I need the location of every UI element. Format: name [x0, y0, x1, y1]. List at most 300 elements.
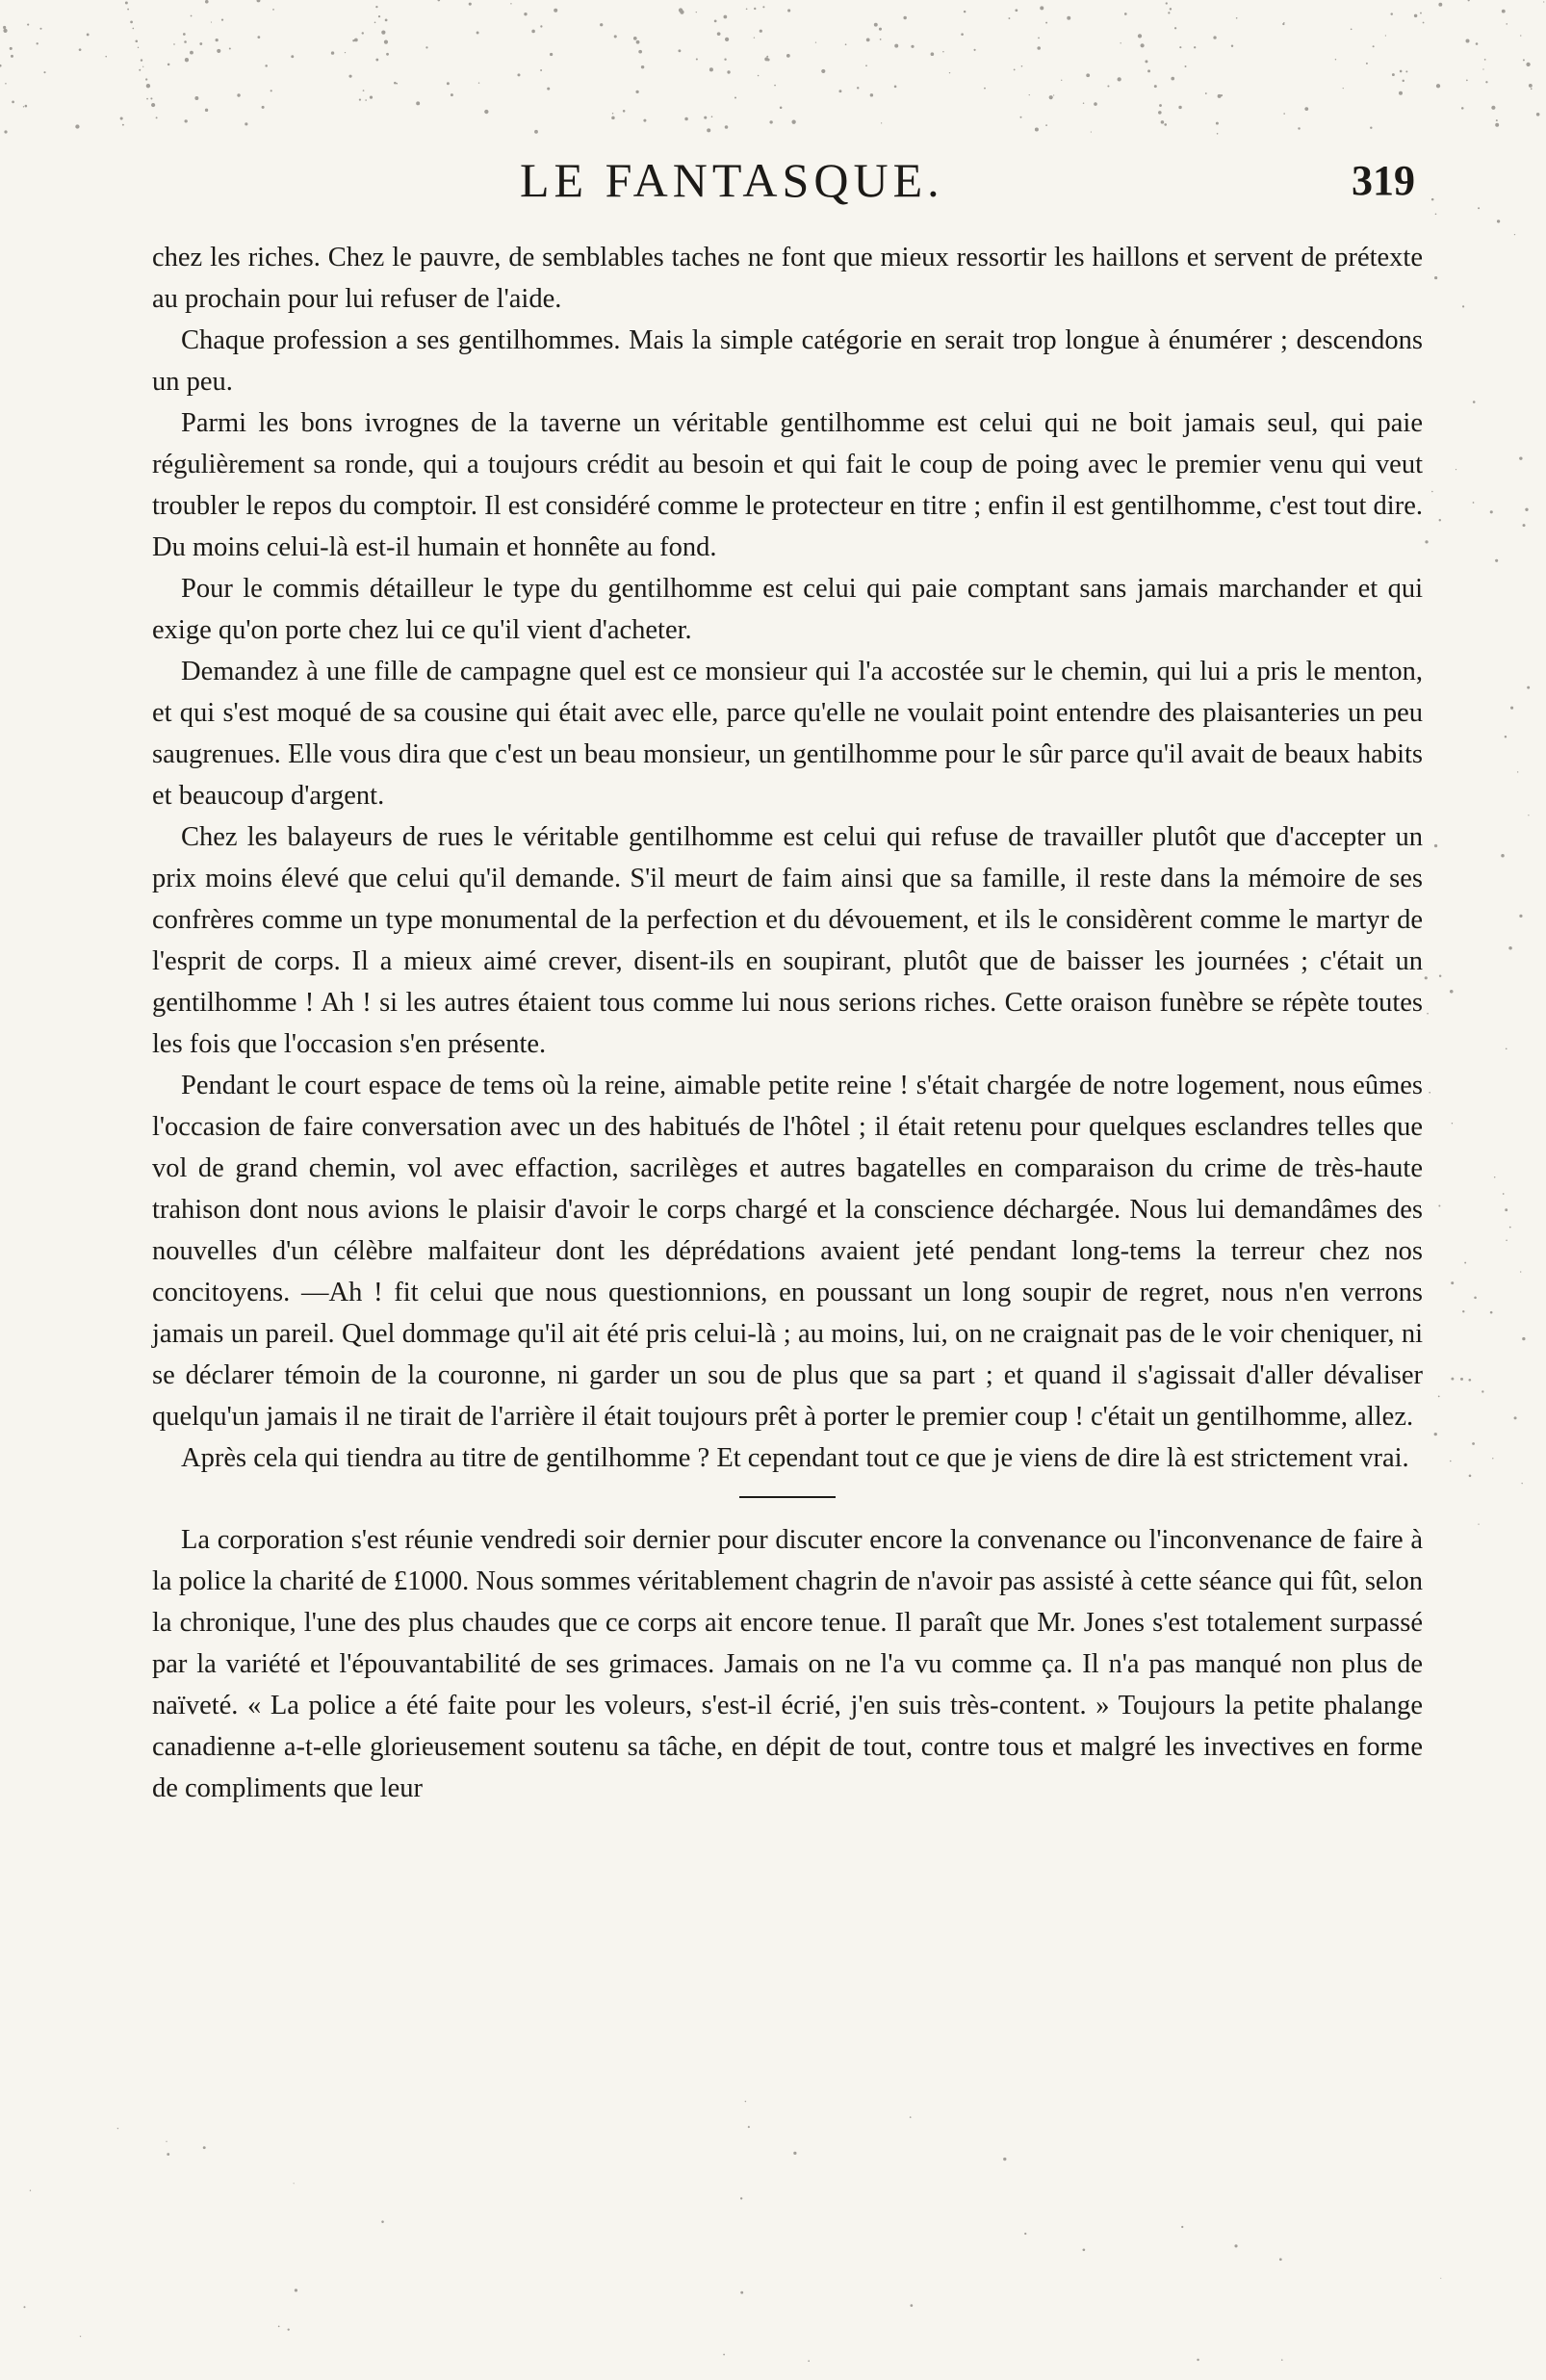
scan-speck	[1429, 1092, 1430, 1094]
scan-speck	[447, 82, 450, 85]
scan-speck	[1282, 23, 1284, 25]
scan-speck	[787, 9, 790, 12]
scan-speck	[1035, 128, 1039, 132]
scan-speck	[211, 21, 212, 22]
scan-speck	[748, 2126, 750, 2128]
scan-speck	[1053, 94, 1054, 95]
scan-speck	[633, 37, 637, 40]
scan-speck	[265, 65, 268, 67]
scan-speck	[1484, 59, 1486, 61]
paragraph: La corporation s'est réunie vendredi soir dernier pour discuter encore la convenance ou l'inconvenance de faire à la police la charité de £1000. Nous sommes véritablement chagrin de n'avoir pas assisté à cette séance qui fût, selon la chronique, l'une des plus chaudes que ce corps ait encore tenue. Il paraît que Mr. Jones s'est totalement surpassé par la variété et l'épouvantabilité de ses grimaces. Jamais on ne l'a vu comme ça. Il n'a pas manqué non plus de naïveté. « La police a été faite pour les voleurs, s'est-il écrié, j'en suis très-content. » Toujours la petite phalange canadienne a-t-elle glorieusement soutenu sa tâche, en dépit de tout, contre tous et malgré les invectives en forme de compliments que leur	[152, 1525, 1423, 1803]
scan-speck	[1452, 1123, 1453, 1124]
scan-speck	[517, 73, 520, 76]
scan-speck	[707, 128, 710, 132]
scan-speck	[151, 103, 155, 107]
scan-speck	[808, 2360, 810, 2362]
scan-speck	[23, 106, 24, 107]
scan-speck	[1281, 2359, 1283, 2361]
scan-speck	[1503, 1193, 1505, 1195]
scan-speck	[1164, 123, 1167, 126]
scan-speck	[1037, 46, 1041, 50]
scan-speck	[1536, 113, 1540, 116]
scan-speck	[132, 28, 134, 30]
scan-speck	[1501, 854, 1504, 857]
scan-speck	[1020, 116, 1022, 118]
scan-speck	[3, 29, 7, 33]
scan-speck	[1495, 123, 1499, 127]
scan-speck	[534, 130, 538, 134]
scan-speck	[531, 30, 535, 34]
scan-speck	[865, 65, 867, 66]
scan-speck	[949, 72, 950, 73]
scan-speck	[30, 2190, 31, 2191]
scan-speck	[1508, 946, 1512, 950]
scan-speck	[1438, 1395, 1440, 1397]
scan-speck	[1217, 133, 1219, 135]
scan-speck	[1468, 1379, 1471, 1382]
scan-speck	[1502, 10, 1506, 13]
scan-speck	[1468, 0, 1470, 1]
scan-speck	[1485, 81, 1487, 83]
scan-speck	[746, 9, 748, 11]
scan-speck	[1231, 45, 1233, 47]
scan-speck	[271, 90, 272, 91]
scan-speck	[1168, 12, 1170, 13]
scan-speck	[484, 110, 488, 114]
scan-speck	[1427, 1013, 1429, 1015]
scan-speck	[167, 2153, 169, 2156]
scan-speck	[1335, 59, 1336, 60]
scan-speck	[1435, 213, 1437, 215]
scan-speck	[1434, 844, 1437, 847]
scan-speck	[190, 51, 193, 55]
scan-speck	[1138, 34, 1142, 38]
paragraph: Pendant le court espace de tems où la reine, aimable petite reine ! s'était chargée de notre logement, nous eûmes l'occasion de faire conversation avec un des habitués de l'hôtel ; il était retenu pour quelques esclandres telles que vol de grand chemin, vol avec effaction, sacrilèges et autres bagatelles en comparaison du crime de très-haute trahison dont nous avions le plaisir d'avoir le corps chargé et la conscience déchargée. Nous lui demandâmes des nouvelles d'un célèbre malfaiteur dont les déprédations avaient jeté pendant long-tems la terreur chez nos concitoyens. —Ah ! fit celui que nous questionnions, en poussant un long soupir de regret, nous n'en verrons jamais un pareil. Quel dommage qu'il ait été pris celui-là ; au moins, lui, on ne craignait pas de le voir cheniquer, ni se déclarer témoin de la couronne, ni garder un sou de plus que sa part ; et quand il s'agissait d'aller dévaliser quelqu'un jamais il ne tirait de l'arrière il était toujours prêt à porter le premier coup ! c'était un gentilhomme, allez.	[152, 1071, 1423, 1432]
scan-speck	[1505, 1208, 1507, 1211]
scan-speck	[1420, 13, 1422, 14]
scan-speck	[1425, 976, 1428, 979]
scan-speck	[1049, 95, 1053, 99]
scan-speck	[725, 125, 729, 129]
paragraph: Demandez à une fille de campagne quel est ce monsieur qui l'a accostée sur le chemin, qui lui a pris le menton, et qui s'est moqué de sa cousine qui était avec elle, parce qu'elle ne voulait point entendre des plaisanteries un peu saugrenues. Elle vous dira que c'est un beau monsieur, un gentilhomme pour le sûr parce qu'il avait de beaux habits et beaucoup d'argent.	[152, 657, 1423, 811]
section-divider	[739, 1496, 836, 1498]
scan-speck	[416, 101, 420, 105]
scan-speck	[611, 116, 615, 120]
scan-speck	[984, 88, 986, 90]
scan-speck	[623, 110, 626, 113]
scan-speck	[185, 58, 189, 62]
scan-speck	[734, 96, 736, 98]
scan-speck	[711, 116, 713, 117]
scan-speck	[1482, 68, 1483, 69]
scan-speck	[696, 12, 697, 13]
scan-speck	[1283, 113, 1285, 115]
scan-speck	[451, 93, 453, 96]
scan-speck	[704, 116, 707, 119]
scan-speck	[1236, 17, 1238, 19]
scan-speck	[1460, 1378, 1463, 1381]
scan-speck	[696, 58, 698, 60]
scan-speck	[1525, 508, 1528, 511]
scan-speck	[146, 98, 148, 100]
scan-speck	[4, 130, 7, 133]
scan-speck	[385, 18, 388, 21]
scan-speck	[145, 78, 147, 80]
scan-speck	[39, 28, 41, 30]
scan-speck	[359, 99, 361, 101]
scan-speck	[1469, 1474, 1472, 1477]
paragraph: Pour le commis détailleur le type du gentilhomme est celui qui paie comptant sans jamais marchander et qui exige qu'on porte chez lui ce qu'il vient d'acheter.	[152, 574, 1423, 645]
scan-speck	[1158, 111, 1162, 115]
scan-speck	[540, 25, 542, 27]
scan-speck	[931, 52, 935, 56]
scan-speck	[1522, 1337, 1525, 1340]
scan-speck	[1014, 69, 1016, 71]
scan-speck	[1514, 234, 1515, 235]
scan-speck	[524, 13, 527, 15]
scan-speck	[1399, 91, 1403, 95]
scan-speck	[394, 82, 397, 85]
scan-speck	[1434, 1433, 1437, 1436]
scan-speck	[1466, 80, 1468, 82]
scan-speck	[1086, 73, 1090, 77]
scan-speck	[1543, 1, 1544, 2]
scan-speck	[183, 33, 186, 36]
scan-speck	[354, 39, 358, 42]
scan-speck	[1403, 80, 1404, 82]
scan-speck	[1171, 77, 1174, 81]
scan-speck	[1024, 2233, 1026, 2235]
scan-speck	[760, 30, 762, 33]
scan-speck	[1179, 46, 1181, 48]
scan-speck	[1462, 305, 1464, 307]
scan-speck	[723, 2354, 725, 2356]
scan-speck	[1021, 65, 1022, 66]
scan-speck	[1185, 65, 1187, 67]
scan-speck	[1015, 9, 1018, 12]
scan-speck	[12, 101, 14, 104]
scan-speck	[1390, 13, 1392, 14]
scan-speck	[1472, 1442, 1475, 1445]
scan-speck	[1462, 1310, 1464, 1312]
scan-speck	[87, 34, 90, 37]
scan-speck	[1083, 102, 1084, 103]
scan-speck	[1520, 1271, 1521, 1272]
scan-speck	[291, 55, 294, 58]
scan-speck	[370, 96, 373, 99]
scan-speck	[881, 122, 882, 123]
scan-speck	[1461, 107, 1464, 110]
scan-speck	[216, 39, 219, 41]
scan-speck	[79, 48, 82, 51]
scan-speck	[641, 65, 644, 68]
journal-title: LE FANTASQUE.	[520, 153, 944, 207]
scan-speck	[1003, 2158, 1006, 2160]
scan-speck	[815, 41, 816, 42]
scan-speck	[194, 96, 198, 100]
scan-speck	[723, 15, 727, 19]
scan-speck	[1473, 401, 1476, 403]
scan-speck	[1519, 456, 1522, 459]
scan-speck	[1170, 8, 1172, 10]
scan-speck	[1141, 43, 1145, 47]
scan-speck	[643, 119, 646, 122]
scan-speck	[1495, 559, 1498, 562]
scan-speck	[1083, 2248, 1086, 2251]
scan-speck	[127, 9, 129, 11]
scan-speck	[1304, 107, 1308, 111]
second-article	[152, 1519, 1423, 1809]
scan-speck	[961, 33, 964, 36]
scan-speck	[964, 11, 966, 13]
scan-speck	[1506, 23, 1507, 25]
scan-speck	[130, 20, 133, 23]
page-number: 319	[1352, 157, 1415, 204]
scan-speck	[1517, 771, 1518, 772]
scan-speck	[477, 32, 479, 35]
scan-speck	[1166, 2, 1168, 4]
scan-speck	[769, 120, 772, 123]
scan-speck	[636, 40, 640, 44]
scan-speck	[766, 56, 768, 58]
scan-speck	[363, 90, 365, 91]
scan-speck	[262, 106, 265, 109]
scan-speck	[1505, 736, 1507, 737]
scan-speck	[1216, 122, 1219, 125]
scan-speck	[1400, 70, 1403, 73]
scan-speck	[1094, 102, 1097, 106]
scan-speck	[1438, 3, 1442, 7]
scan-speck	[1438, 1204, 1440, 1206]
scan-speck	[1531, 88, 1533, 90]
scan-speck	[1520, 35, 1521, 36]
scan-speck	[1529, 84, 1533, 88]
scan-speck	[386, 53, 389, 56]
paragraph: chez les riches. Chez le pauvre, de semblables taches ne font que mieux ressortir les haillons et servent de prétexte au prochain pour lui refuser de l'aide.	[152, 243, 1423, 314]
scan-speck	[27, 24, 29, 26]
scan-speck	[1038, 37, 1040, 39]
scan-speck	[1451, 1378, 1454, 1381]
scan-speck	[278, 2326, 280, 2328]
scan-speck	[754, 8, 756, 10]
scan-speck	[396, 83, 398, 85]
scan-speck	[362, 32, 364, 34]
scan-speck	[838, 90, 841, 92]
scan-speck	[37, 42, 39, 44]
scan-speck	[135, 39, 138, 42]
scan-speck	[125, 1, 128, 4]
scan-speck	[205, 109, 208, 112]
scan-speck	[1107, 85, 1109, 87]
scan-speck	[774, 85, 776, 87]
scan-speck	[680, 10, 683, 13]
scan-speck	[375, 6, 377, 8]
scan-speck	[1464, 1262, 1466, 1264]
scan-speck	[272, 9, 274, 11]
scan-speck	[1478, 1523, 1479, 1524]
scan-speck	[1482, 1390, 1483, 1392]
scan-speck	[786, 54, 790, 58]
scan-speck	[1061, 80, 1062, 81]
scan-speck	[375, 59, 378, 62]
scan-speck	[3, 26, 6, 29]
scan-speck	[142, 66, 143, 67]
scan-speck	[0, 65, 2, 67]
scan-speck	[910, 2304, 913, 2307]
scan-speck	[745, 2101, 746, 2102]
scan-speck	[1145, 60, 1147, 63]
scan-speck	[1234, 2244, 1237, 2247]
scan-speck	[1439, 519, 1441, 521]
scan-speck	[1491, 106, 1495, 110]
scan-speck	[1029, 94, 1030, 95]
scan-speck	[678, 49, 681, 52]
scan-speck	[1514, 1416, 1517, 1419]
scan-speck	[1519, 915, 1522, 918]
scan-speck	[156, 116, 158, 118]
scan-speck	[1392, 73, 1395, 76]
scan-speck	[1283, 22, 1284, 23]
scan-speck	[122, 124, 124, 126]
scan-speck	[1174, 27, 1176, 29]
scan-speck	[635, 91, 638, 93]
scan-speck	[600, 23, 603, 26]
paragraph: Chez les balayeurs de rues le véritable gentilhomme est celui qui refuse de travailler plutôt que d'accepter un prix moins élevé que celui qu'il demande. S'il meurt de faim ainsi que sa famille, il reste dans la mémoire de ses confrères comme un type monumental de la perfection et du dévouement, et ils le considèrent comme le martyr de l'esprit de corps. Il a mieux aimé crever, disent-ils en soupirant, plutôt que de baisser les journées ; c'était un gentilhomme ! Ah ! si les autres étaient tous comme lui nous serions riches. Cette oraison funèbre se répète toutes les fois que l'occasion s'en présente.	[152, 822, 1423, 1059]
scan-speck	[43, 71, 45, 73]
scan-speck	[1440, 2278, 1441, 2279]
scan-speck	[1523, 59, 1525, 61]
scan-speck	[1178, 106, 1181, 109]
scan-speck	[294, 2183, 295, 2184]
scan-speck	[229, 47, 231, 49]
scan-speck	[1040, 6, 1044, 10]
scan-speck	[857, 87, 859, 89]
scan-speck	[709, 67, 713, 71]
scan-speck	[1523, 524, 1526, 527]
scan-speck	[845, 43, 847, 45]
scan-speck	[973, 49, 975, 51]
scan-speck	[1434, 276, 1437, 279]
scan-speck	[184, 40, 187, 43]
scan-speck	[1423, 22, 1425, 24]
scan-speck	[894, 44, 898, 48]
scan-speck	[684, 117, 688, 121]
scan-speck	[1370, 127, 1372, 129]
running-header	[154, 152, 1425, 220]
scan-speck	[1154, 85, 1157, 88]
scan-speck	[173, 43, 175, 45]
scan-speck	[1451, 1281, 1454, 1284]
scan-speck	[1439, 975, 1441, 977]
scan-speck	[10, 47, 13, 50]
scan-speck	[874, 23, 878, 27]
scan-speck	[1159, 104, 1162, 107]
scan-speck	[1118, 77, 1121, 81]
scan-speck	[365, 99, 367, 101]
scan-speck	[1492, 1458, 1493, 1459]
scan-speck	[1008, 17, 1010, 19]
scan-speck	[469, 3, 472, 6]
scan-speck	[374, 21, 376, 23]
scan-speck	[614, 35, 617, 38]
scan-speck	[793, 2152, 796, 2155]
scan-speck	[381, 31, 385, 35]
scan-speck	[23, 2306, 25, 2308]
scan-speck	[758, 75, 760, 77]
paragraph: Après cela qui tiendra au titre de gentilhomme ? Et cependant tout ce que je viens de dire là est strictement vrai.	[181, 1443, 1409, 1473]
scan-speck	[221, 18, 223, 20]
scan-speck	[1506, 1239, 1507, 1241]
scan-speck	[554, 9, 557, 13]
scan-speck	[780, 107, 783, 110]
scan-speck	[25, 105, 28, 108]
scan-speck	[1366, 63, 1368, 65]
scan-speck	[381, 2220, 384, 2223]
scan-speck	[1045, 22, 1047, 24]
scan-speck	[1509, 1227, 1511, 1229]
article-body	[152, 237, 1423, 1809]
scan-speck	[1473, 502, 1475, 504]
scan-speck	[942, 51, 943, 52]
scan-speck	[1474, 1296, 1477, 1299]
scan-speck	[1279, 2258, 1282, 2261]
scan-speck	[1431, 491, 1433, 493]
scan-speck	[245, 122, 247, 125]
scan-speck	[141, 59, 142, 61]
scan-speck	[138, 47, 139, 48]
scan-speck	[1197, 2359, 1198, 2361]
scan-speck	[1450, 990, 1454, 994]
scan-speck	[903, 16, 906, 19]
scan-speck	[345, 52, 346, 53]
scan-speck	[879, 28, 882, 31]
scan-speck	[295, 2289, 297, 2291]
scan-speck	[257, 36, 260, 39]
scan-speck	[725, 38, 729, 41]
scan-speck	[540, 69, 542, 71]
scan-speck	[1181, 2226, 1183, 2228]
scan-speck	[714, 20, 717, 23]
scan-speck	[1385, 35, 1386, 36]
scan-speck	[1450, 1461, 1452, 1462]
scan-speck	[679, 8, 683, 12]
scan-speck	[1213, 36, 1216, 39]
scan-speck	[1147, 69, 1150, 72]
scan-speck	[139, 69, 141, 71]
scan-speck	[1526, 63, 1530, 66]
scan-speck	[191, 15, 193, 17]
scan-speck	[910, 2116, 912, 2118]
scan-speck	[1161, 120, 1165, 124]
scan-speck	[1124, 13, 1127, 15]
scan-speck	[764, 57, 768, 61]
scan-speck	[767, 59, 770, 62]
scan-speck	[1218, 94, 1222, 98]
scan-speck	[117, 2128, 118, 2129]
scan-speck	[762, 6, 764, 8]
scan-speck	[1490, 510, 1493, 513]
scan-speck	[870, 93, 873, 96]
scan-speck	[1091, 131, 1092, 132]
scan-speck	[80, 2336, 81, 2337]
scan-speck	[547, 88, 550, 91]
scan-speck	[217, 49, 220, 53]
scan-speck	[237, 93, 240, 96]
scan-speck	[1506, 1048, 1507, 1049]
scan-speck	[1478, 207, 1480, 209]
scan-speck	[150, 97, 152, 99]
scan-speck	[384, 40, 388, 44]
